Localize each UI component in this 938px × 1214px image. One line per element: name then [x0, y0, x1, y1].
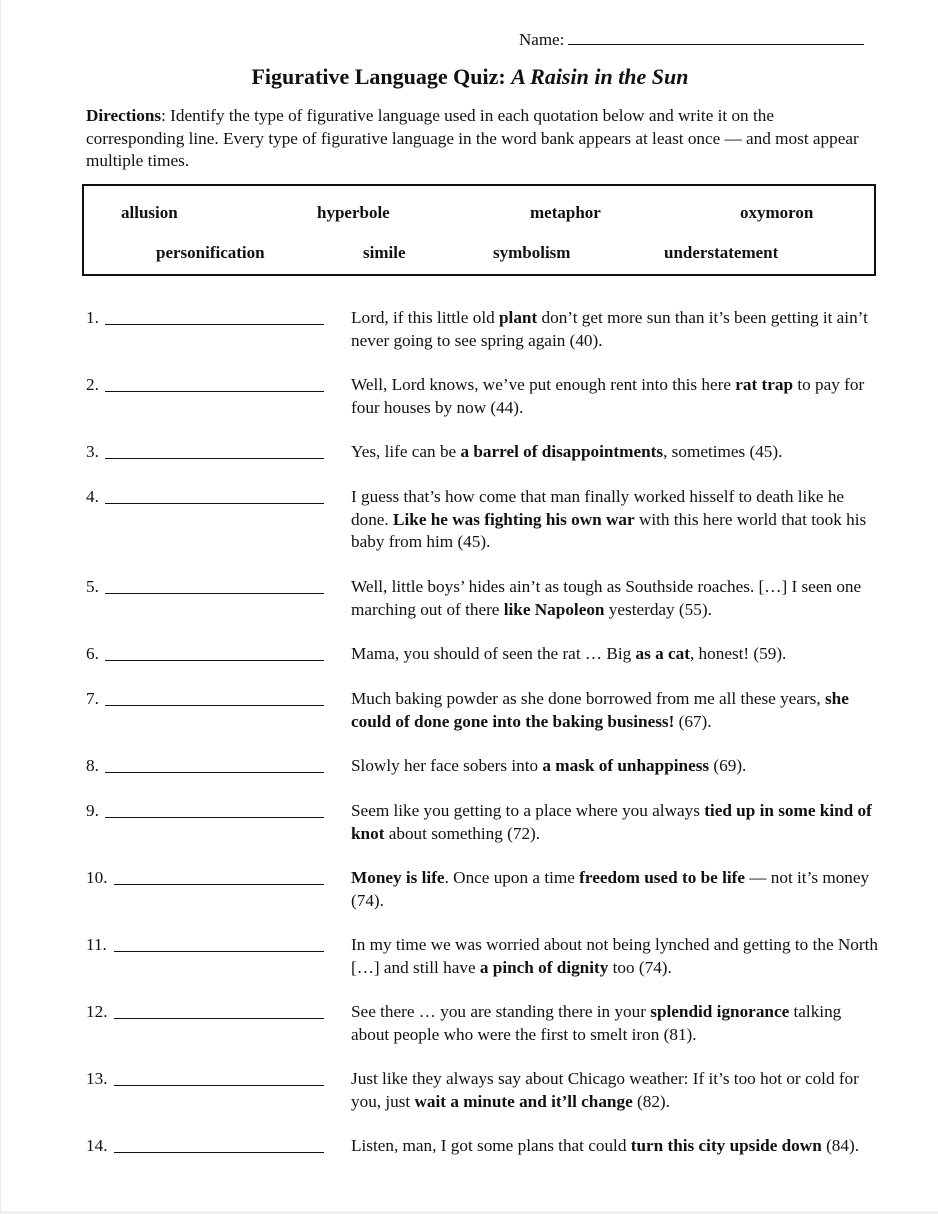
quotation-text: [351, 643, 881, 666]
quotation-segment: Lord, if this little old: [351, 308, 499, 327]
quotation-segment: Just like they always say about Chicago weather: If it’s too hot or cold for you, just: [351, 1069, 859, 1111]
quotation-segment: Mama, you should of seen the rat … Big: [351, 644, 636, 663]
quotation-text: [351, 688, 881, 733]
highlighted-phrase: Like he was fighting his own war: [393, 509, 635, 529]
quotation-text: [351, 1001, 881, 1046]
name-label: Name:: [519, 30, 565, 49]
quotation-segment: Well, little boys’ hides ain’t as tough as Southside roaches. […] I seen one marching out of there: [351, 577, 862, 619]
quotation-segment: — not it’s money (74).: [351, 868, 870, 910]
question-number: 7.: [86, 689, 99, 708]
answer-blank-line[interactable]: [114, 1152, 324, 1153]
highlighted-phrase: Money is life: [351, 868, 445, 887]
highlighted-phrase: rat trap: [735, 375, 794, 394]
question-number: 8.: [86, 756, 99, 775]
directions: [86, 105, 876, 173]
quotation-text: [351, 576, 881, 621]
name-blank-line[interactable]: [568, 28, 864, 45]
question-number: 2.: [86, 375, 99, 394]
quotation-segment: See there … you are standing there in your: [351, 1002, 651, 1021]
name-field: [519, 28, 864, 51]
question-number: 4.: [86, 487, 99, 506]
highlighted-phrase: a mask of unhappiness: [542, 756, 710, 775]
quotation-text: [351, 1068, 881, 1113]
quotation-text: [351, 374, 881, 419]
quotation-segment: In my time we was worried about not being lynched and getting to the North […] and still have: [351, 935, 878, 977]
answer-blank-line[interactable]: [105, 593, 324, 594]
title-book: A Raisin in the Sun: [511, 64, 689, 89]
quotation-segment: Yes, life can be: [351, 442, 461, 461]
quotation-text: [351, 486, 881, 554]
quotation-segment: Seem like you getting to a place where you always: [351, 801, 705, 820]
highlighted-phrase: wait a minute and it’ll change: [414, 1091, 633, 1111]
answer-blank-line[interactable]: [114, 951, 324, 952]
quotation-text: [351, 755, 881, 778]
answer-blank-line[interactable]: [114, 1085, 324, 1086]
highlighted-phrase: turn this city upside down: [630, 1136, 822, 1155]
answer-blank-line[interactable]: [105, 772, 324, 773]
highlighted-phrase: plant: [499, 308, 538, 327]
quotation-segment: about something (72).: [384, 823, 541, 843]
answer-blank-line[interactable]: [105, 503, 324, 504]
quotation-text: [351, 867, 881, 912]
answer-blank-line[interactable]: [105, 705, 324, 706]
highlighted-phrase: freedom used to be life: [579, 868, 745, 887]
directions-text: : Identify the type of figurative language used in each quotation below and write it on the corresponding line. Every type of figurative language in the word bank appears at least once — and most appear multiple times.: [86, 106, 859, 170]
quotation-segment: (84).: [821, 1136, 859, 1155]
answer-blank-line[interactable]: [114, 884, 324, 885]
answer-blank-line[interactable]: [105, 458, 324, 459]
highlighted-phrase: like Napoleon: [503, 599, 605, 619]
question-number: 14.: [86, 1136, 108, 1155]
quotation-segment: , sometimes (45).: [663, 442, 783, 461]
answer-blank-line[interactable]: [105, 660, 324, 661]
word-bank-item: allusion: [121, 203, 178, 222]
question-number: 6.: [86, 644, 99, 663]
word-bank-item: metaphor: [530, 203, 601, 222]
quotation-segment: (82).: [632, 1091, 670, 1111]
quotation-text: [351, 441, 881, 464]
highlighted-phrase: splendid ignorance: [650, 1002, 790, 1021]
question-number: 9.: [86, 801, 99, 820]
highlighted-phrase: a barrel of disappointments: [460, 442, 664, 461]
highlighted-phrase: she could of done gone into the baking business!: [351, 689, 849, 731]
quotation-segment: too (74).: [608, 957, 672, 977]
quotation-text: [351, 800, 881, 845]
quotation-segment: Much baking powder as she done borrowed from me all these years,: [351, 689, 825, 708]
quotation-segment: with this here world that took his baby from him (45).: [351, 509, 867, 551]
word-bank-item: simile: [363, 243, 406, 262]
word-bank-item: personification: [156, 243, 265, 262]
quotation-segment: I guess that’s how come that man finally worked hisself to death like he done.: [351, 487, 845, 529]
question-number: 1.: [86, 308, 99, 327]
quotation-segment: , honest! (59).: [689, 644, 787, 663]
quotation-segment: to pay for four houses by now (44).: [351, 375, 865, 417]
word-bank: [82, 184, 876, 276]
quotation-segment: . Once upon a time: [444, 868, 580, 887]
quotation-segment: talking about people who were the first to smelt iron (81).: [351, 1002, 842, 1044]
quotation-segment: Well, Lord knows, we’ve put enough rent into this here: [351, 375, 736, 394]
quotation-segment: Listen, man, I got some plans that could: [351, 1136, 631, 1155]
page-title: [1, 62, 938, 92]
quotation-segment: yesterday (55).: [604, 599, 712, 619]
title-main: Figurative Language Quiz:: [251, 64, 512, 89]
quotation-text: [351, 307, 881, 352]
question-number: 11.: [86, 935, 107, 954]
question-number: 3.: [86, 442, 99, 461]
question-number: 10.: [86, 868, 108, 887]
question-number: 12.: [86, 1002, 108, 1021]
answer-blank-line[interactable]: [105, 391, 324, 392]
word-bank-item: symbolism: [493, 243, 571, 262]
highlighted-phrase: as a cat: [635, 644, 690, 663]
word-bank-item: oxymoron: [740, 203, 814, 222]
quotation-segment: Slowly her face sobers into: [351, 756, 543, 775]
word-bank-item: hyperbole: [317, 203, 390, 222]
directions-label: Directions: [86, 106, 162, 125]
highlighted-phrase: a pinch of dignity: [479, 957, 609, 977]
quotation-text: [351, 934, 881, 979]
word-bank-item: understatement: [664, 243, 779, 262]
quotation-segment: don’t get more sun than it’s been getting it ain’t never going to see spring again (40).: [351, 308, 868, 350]
answer-blank-line[interactable]: [114, 1018, 324, 1019]
question-number: 13.: [86, 1069, 108, 1088]
quotation-segment: (67).: [674, 711, 712, 731]
quotation-segment: (69).: [709, 756, 747, 775]
answer-blank-line[interactable]: [105, 324, 324, 325]
quotation-text: [351, 1135, 881, 1158]
question-number: 5.: [86, 577, 99, 596]
answer-blank-line[interactable]: [105, 817, 324, 818]
highlighted-phrase: tied up in some kind of knot: [351, 801, 872, 843]
